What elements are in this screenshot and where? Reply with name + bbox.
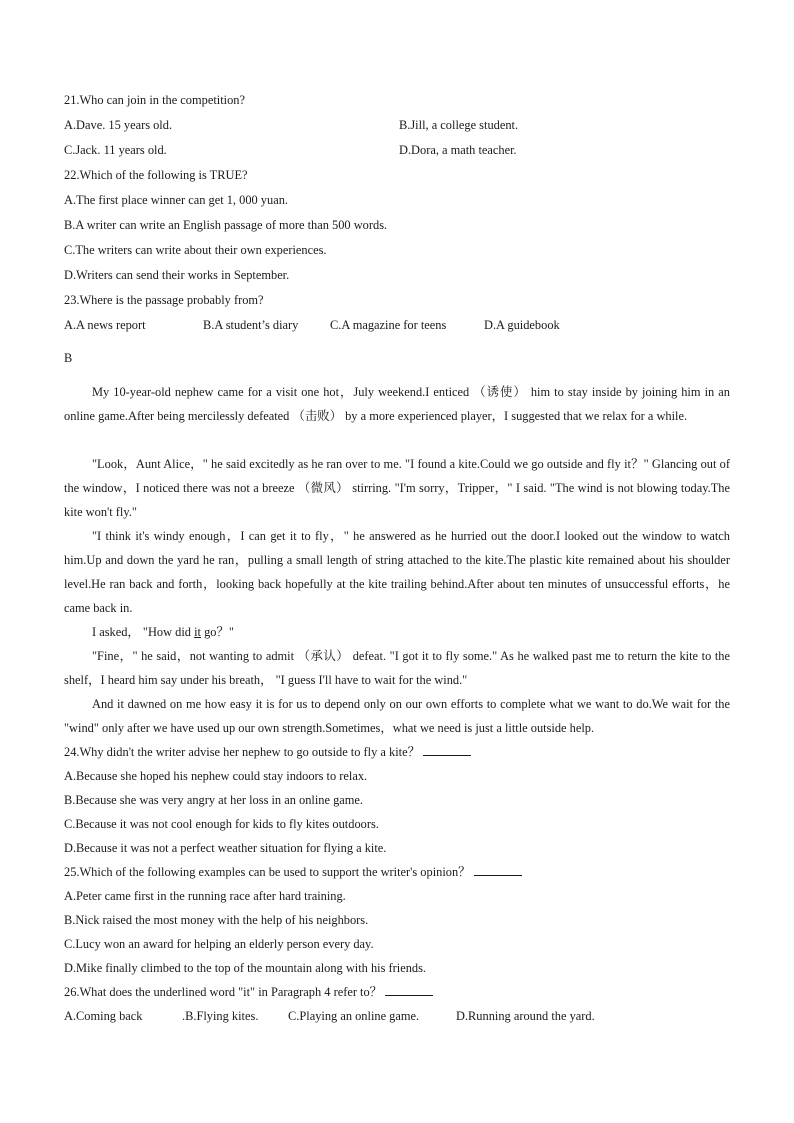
q25-option-a: A.Peter came first in the running race after hard training. (64, 889, 346, 903)
q23-option-a: A.A news report (64, 318, 146, 332)
q21-option-b: B.Jill, a college student. (399, 118, 519, 132)
q21-option-d: D.Dora, a math teacher. (399, 143, 517, 157)
q25-option-c: C.Lucy won an award for helping an elderly person every day. (64, 937, 374, 951)
q26-option-c: C.Playing an online game. (288, 1009, 420, 1023)
q23-stem: 23.Where is the passage probably from? (64, 293, 264, 307)
q22-option-a: A.The first place winner can get 1, 000 yuan. (64, 193, 288, 207)
q21-option-a: A.Dave. 15 years old. (64, 118, 173, 132)
answer-blank (385, 985, 433, 996)
passage-paragraph-4: I asked， "How did it go？" (92, 625, 234, 639)
q24-option-c: C.Because it was not cool enough for kids to fly kites outdoors. (64, 817, 379, 831)
q25-option-b: B.Nick raised the most money with the help of his neighbors. (64, 913, 369, 927)
q26-option-a: A.Coming back (64, 1009, 143, 1023)
q23-option-c: C.A magazine for teens (330, 318, 447, 332)
passage-paragraph-1: My 10-year-old nephew came for a visit one hot，July weekend.I enticed （诱使） him to stay inside by joining him in an online game.After being mercilessly defeated （击败） by a more experienced player，I suggested that we relax for a while. (64, 385, 730, 423)
q22-option-c: C.The writers can write about their own experiences. (64, 243, 327, 257)
section-heading: B (64, 351, 73, 365)
q24-option-d: D.Because it was not a perfect weather situation for flying a kite. (64, 841, 387, 855)
q25-stem: 25.Which of the following examples can be used to support the writer's opinion？ (64, 864, 522, 880)
q24-stem: 24.Why didn't the writer advise her nephew to go outside to fly a kite？ (64, 744, 471, 760)
q26-option-d: D.Running around the yard. (456, 1009, 595, 1023)
q22-stem: 22.Which of the following is TRUE? (64, 168, 248, 182)
q21-stem: 21.Who can join in the competition? (64, 93, 245, 107)
q24-option-a: A.Because she hoped his nephew could stay indoors to relax. (64, 769, 368, 783)
q22-option-b: B.A writer can write an English passage of more than 500 words. (64, 218, 388, 232)
passage-paragraph-3: "I think it's windy enough，I can get it to fly，" he answered as he hurried out the door.I looked out the window to watch him.Up and down the yard he ran，pulling a small length of string attached to the kite.The plastic kite remained about his shoulder level.He ran back and forth，looking back hopefully at the kite trailing behind.After about ten minutes of unsuccessful efforts，he came back in. (64, 529, 730, 615)
answer-blank (474, 865, 522, 876)
q26-option-b: .B.Flying kites. (182, 1009, 259, 1023)
q25-option-d: D.Mike finally climbed to the top of the mountain along with his friends. (64, 961, 427, 975)
q21-option-c: C.Jack. 11 years old. (64, 143, 167, 157)
q23-option-b: B.A student’s diary (203, 318, 299, 332)
passage-paragraph-5: "Fine，" he said，not wanting to admit （承认） defeat. "I got it to fly some." As he walked past me to return the kite to the shelf，I heard him say under his breath， "I guess I'll have to wait for the wind." (64, 649, 730, 687)
passage-paragraph-2: "Look，Aunt Alice，" he said excitedly as he ran over to me. "I found a kite.Could we go outside and fly it？" Glancing out of the window，I noticed there was not a breeze （微风） stirring. "I'm sorry，Tripper，" I said. "The wind is not blowing today.The kite won't fly." (64, 457, 730, 519)
q26-stem: 26.What does the underlined word "it" in Paragraph 4 refer to？ (64, 984, 433, 1000)
answer-blank (423, 745, 471, 756)
q24-option-b: B.Because she was very angry at her loss in an online game. (64, 793, 364, 807)
q23-option-d: D.A guidebook (484, 318, 560, 332)
passage-paragraph-6: And it dawned on me how easy it is for us to depend only on our own efforts to complete what we want to do.We wait for the "wind" only after we have used up our own strength.Sometimes，what we need is just a little outside help. (64, 697, 730, 735)
underlined-word: it (194, 625, 201, 639)
q22-option-d: D.Writers can send their works in September. (64, 268, 290, 282)
